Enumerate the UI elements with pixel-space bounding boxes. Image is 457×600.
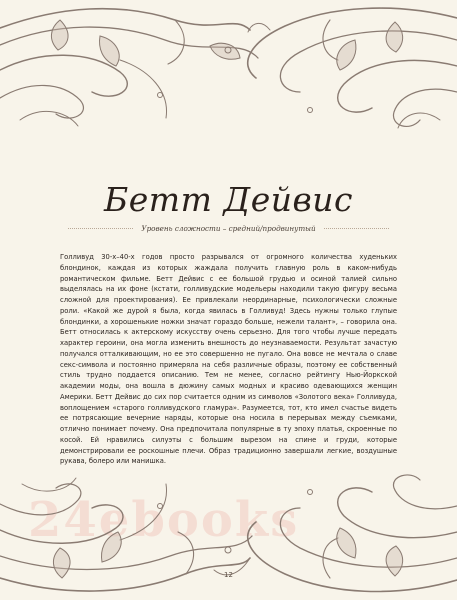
subtitle-divider-right: [324, 228, 389, 229]
page-number: 12: [224, 571, 233, 579]
subtitle-divider-left: [68, 228, 133, 229]
difficulty-subtitle: Уровень сложности – средний/продвинутый: [141, 224, 316, 233]
body-paragraph: Голливуд 30-х–40-х годов просто разрывался от огромного количества худеньких блондинок, каждая из которых жаждала получить главную роль в каком-нибудь романтическом фильме. Бетт Дейвис с ее большой грудью и осиной талией сильно выделялась на их фоне (кстати, голливудские модельеры находили такую фигуру весьма сложной для проектирования). Ее привлекали неординарные, психологически сложные роли. «Какой же дурой я была, когда явилась в Голливуд! Здесь нужны только глупые блондинки, а хорошенькие ножки значат гораздо больше, нежели талант», – говорила она. Бетт относилась к актерскому искусству очень серьезно. Для того чтобы лучше передать характер героини, она могла изменить внешность до неузнаваемости. Результат зачастую получался отталкивающим, но ее это совершенно не пугало. Она вовсе не мечтала о славе секс-символа и постоянно примеряла на себя различные образы, поэтому ее собственный стиль трудно поддается описанию. Тем не менее, согласно рейтингу Нью-Йоркской академии моды, она вошла в дюжину самых модных и красиво одевающихся женщин Америки. Бетт Дейвис до сих пор считается одним из символов «Золотого века» Голливуда, воплощением «старого голливудского гламура». Разумеется, тот, кто имел счастье видеть ее потрясающие вечерние наряды, которые она носила в перерывах между съемками, отлично понимает почему. Она предпочитала популярные в ту эпоху платья, скроенные по косой. Ей нравились силуэты с большим вырезом на спине и груди, которые демонстрировали ее роскошные плечи. Образ традиционно завершали легкие, воздушные рукава, болеро или манишка.: [60, 253, 397, 466]
bottom-floral-ornament: [0, 470, 457, 600]
difficulty-row: [60, 224, 397, 233]
article-body: [60, 252, 397, 467]
top-floral-ornament: [0, 0, 457, 140]
article-title: Бетт Дейвис: [104, 180, 353, 219]
watermark-logo: 24ebooks: [28, 492, 300, 548]
